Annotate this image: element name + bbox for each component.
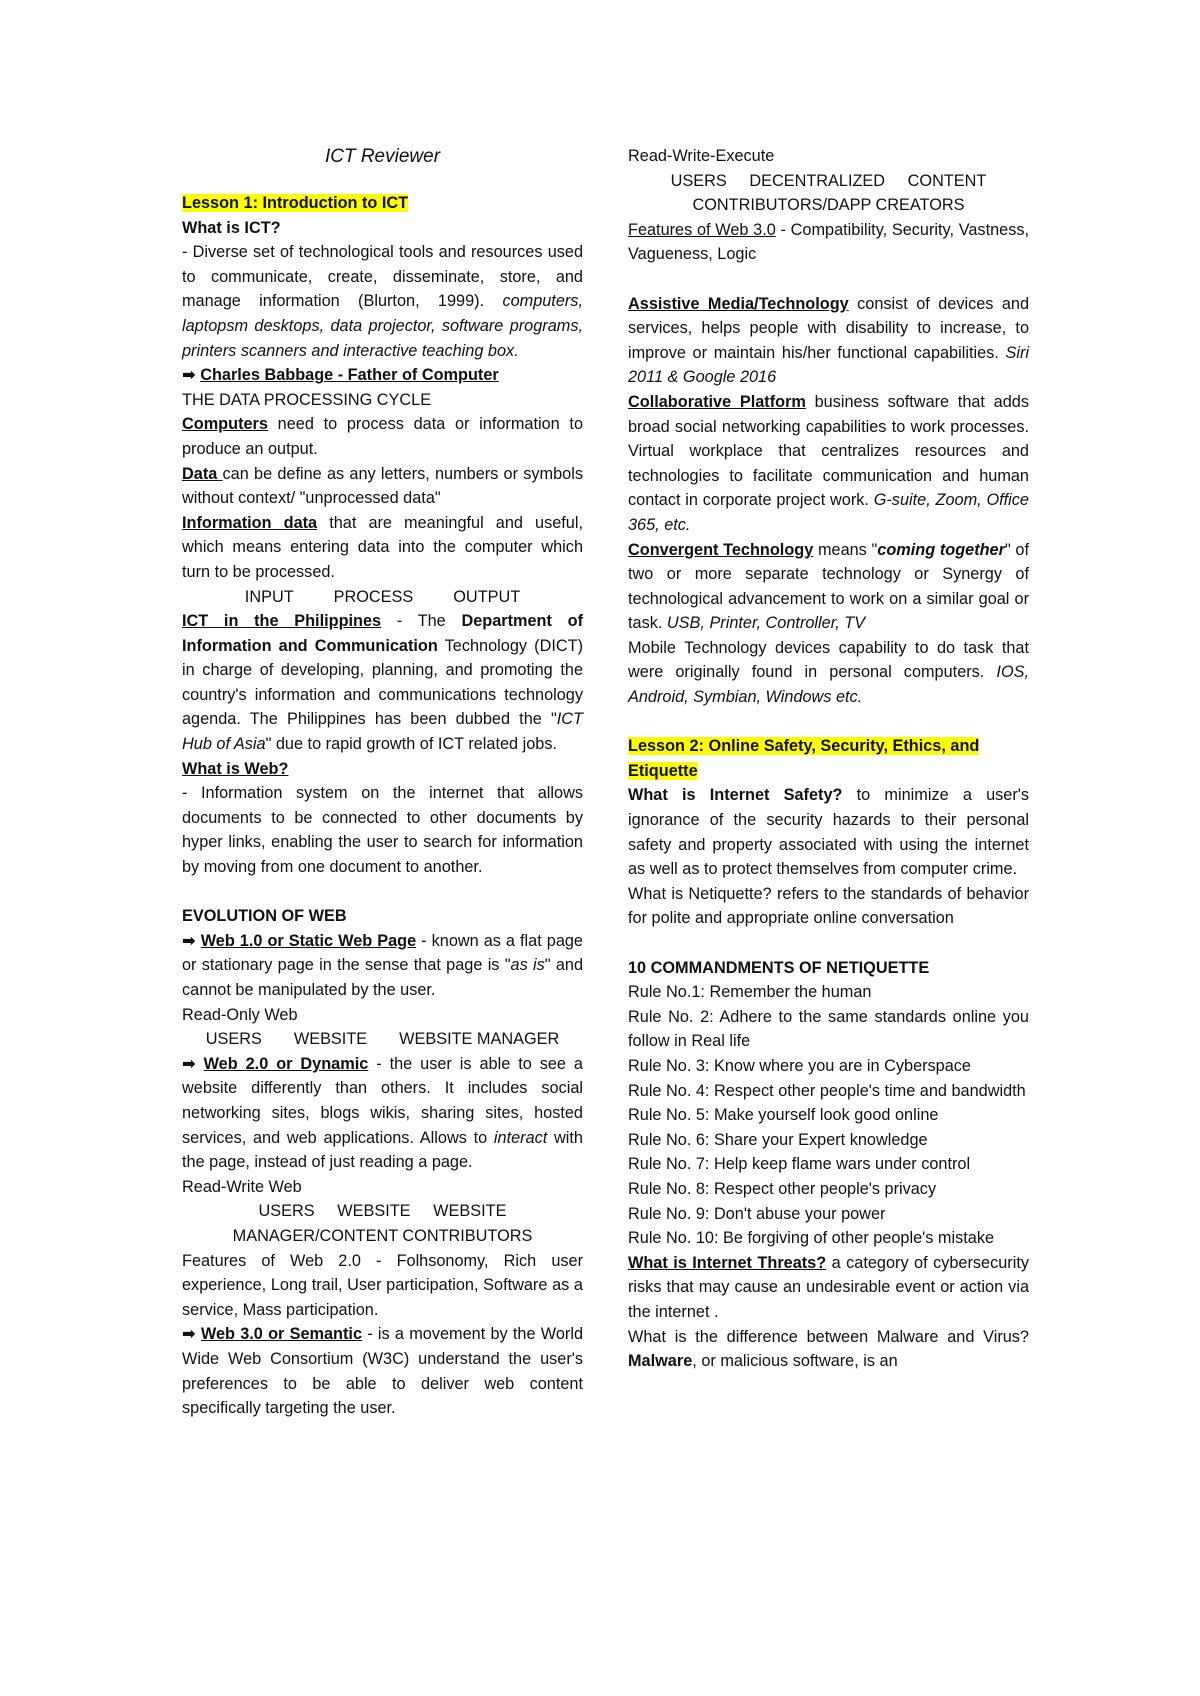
ipo-input: INPUT bbox=[244, 587, 294, 606]
ict-definition: - Diverse set of technological tools and resources used to communicate, create, disseminate, store, and manage information (Blurton, 1999). computers, laptopsm desktops, data projector, software programs, printers scanners and interactive teaching box. bbox=[182, 243, 583, 360]
web1-mode: Read-Only Web bbox=[182, 1005, 298, 1024]
what-is-web-heading: What is Web? bbox=[182, 759, 289, 778]
web2-paragraph: ➡ Web 2.0 or Dynamic - the user is able to see a website differently than others. It includes social networking sites, blogs wikis, sharing sites, hosted services, and web applications. Allows to interact with the page, instead of just reading a page. bbox=[182, 1054, 583, 1172]
web3-features: Features of Web 3.0 - Compatibility, Security, Vastness, Vagueness, Logic bbox=[628, 220, 1030, 264]
lesson1-heading: Lesson 1: Introduction to ICT bbox=[182, 194, 409, 212]
collaborative-paragraph: Collaborative Platform business software that adds broad social networking capabilities to work processes. Virtual workplace that centralizes resources and technologies to facilitate communication and human contact in corporate project work. G-suite, Zoom, Office 365, etc. bbox=[628, 392, 1029, 534]
web2-flow-line2: MANAGER/CONTENT CONTRIBUTORS bbox=[232, 1226, 533, 1245]
internet-threats-paragraph: What is Internet Threats? a category of cybersecurity risks that may cause an undesirable event or action via the internet . bbox=[628, 1253, 1029, 1321]
ipo-process: PROCESS bbox=[333, 587, 414, 606]
rule-item: Rule No. 8: Respect other people's privacy bbox=[628, 1179, 937, 1198]
document-title: ICT Reviewer bbox=[324, 146, 441, 167]
rule-item: Rule No. 10: Be forgiving of other people's mistake bbox=[628, 1229, 995, 1248]
ipo-diagram bbox=[182, 585, 583, 610]
rule-item: Rule No. 6: Share your Expert knowledge bbox=[628, 1130, 928, 1149]
web3-mode: Read-Write-Execute bbox=[628, 147, 775, 165]
rule-item: Rule No. 7: Help keep flame wars under control bbox=[628, 1155, 971, 1174]
right-column bbox=[628, 144, 1029, 1374]
convergent-paragraph: Convergent Technology means "coming together" of two or more separate technology or Synergy of technological advancement to work on a similar goal or task. USB, Printer, Controller, TV bbox=[628, 540, 1029, 633]
netiquette-paragraph: What is Netiquette? refers to the standards of behavior for polite and appropriate online conversation bbox=[628, 884, 1029, 928]
data-definition: Data can be define as any letters, numbers or symbols without context/ "unprocessed data" bbox=[182, 464, 583, 508]
left-column bbox=[182, 145, 583, 1421]
commandments-heading: 10 COMMANDMENTS OF NETIQUETTE bbox=[628, 958, 930, 977]
rule-item: Rule No. 9: Don't abuse your power bbox=[628, 1204, 886, 1223]
malware-paragraph: What is the difference between Malware and Virus? Malware, or malicious software, is an bbox=[628, 1327, 1029, 1371]
rule-item: Rule No. 5: Make yourself look good online bbox=[628, 1106, 939, 1125]
rule-item: Rule No.1: Remember the human bbox=[628, 983, 872, 1002]
arrow-right-icon: ➡ bbox=[182, 1054, 196, 1073]
web2-flow-line1: USERS WEBSITE WEBSITE bbox=[258, 1202, 507, 1221]
data-processing-cycle-heading: THE DATA PROCESSING CYCLE bbox=[182, 390, 432, 409]
arrow-right-icon: ➡ bbox=[182, 931, 196, 950]
arrow-right-icon: ➡ bbox=[182, 1325, 196, 1344]
web3-flow-line2: CONTRIBUTORS/DAPP CREATORS bbox=[692, 196, 965, 215]
rule-item: Rule No. 3: Know where you are in Cyberspace bbox=[628, 1056, 971, 1075]
internet-safety-paragraph: What is Internet Safety? to minimize a user's ignorance of the security hazards to their personal safety and property associated with using the internet as well as to protect themselves from computer crime. bbox=[628, 786, 1029, 879]
assistive-paragraph: Assistive Media/Technology consist of devices and services, helps people with disability to increase, to improve or maintain his/her functional capabilities. Siri 2011 & Google 2016 bbox=[628, 294, 1029, 387]
web2-mode: Read-Write Web bbox=[182, 1177, 302, 1196]
web3-flow-line1: USERS DECENTRALIZED CONTENT bbox=[670, 171, 987, 190]
what-is-ict-heading: What is ICT? bbox=[182, 218, 281, 237]
rule-item: Rule No. 4: Respect other people's time and bandwidth bbox=[628, 1081, 1026, 1100]
mobile-paragraph: Mobile Technology devices capability to do task that were originally found in personal computers. IOS, Android, Symbian, Windows etc. bbox=[628, 638, 1029, 707]
babbage-line: ➡ Charles Babbage - Father of Computer bbox=[182, 366, 499, 385]
ipo-output: OUTPUT bbox=[453, 587, 521, 606]
ict-examples: computers, laptopsm desktops, data projector, software programs, printers scanners and interactive teaching box. bbox=[182, 292, 583, 360]
ict-philippines-paragraph: ICT in the Philippines - The Department of Information and Communication Technology (DICT) in charge of developing, planning, and promoting the country's information and communications technology agenda. The Philippines has been dubbed the "ICT Hub of Asia" due to rapid growth of ICT related jobs. bbox=[182, 612, 583, 754]
information-definition: Information data that are meaningful and useful, which means entering data into the computer which turn to be processed. bbox=[182, 513, 583, 581]
web-definition: - Information system on the internet that allows documents to be connected to other documents by hyper links, enabling the user to search for information by moving from one document to another. bbox=[182, 784, 583, 877]
arrow-right-icon: ➡ bbox=[182, 366, 196, 385]
computers-definition: Computers need to process data or information to produce an output. bbox=[182, 415, 583, 458]
web1-flow: USERS WEBSITE WEBSITE MANAGER bbox=[205, 1030, 560, 1049]
evolution-heading: EVOLUTION OF WEB bbox=[182, 907, 347, 926]
web1-paragraph: ➡ Web 1.0 or Static Web Page - known as a flat page or stationary page in the sense that page is "as is" and cannot be manipulated by the user. bbox=[182, 931, 583, 999]
web2-features: Features of Web 2.0 - Folhsonomy, Rich user experience, Long trail, User participation, Software as a service, Mass participation. bbox=[182, 1251, 583, 1319]
web3-paragraph: ➡ Web 3.0 or Semantic - is a movement by the World Wide Web Consortium (W3C) understand the user's preferences to be able to deliver web content specifically targeting the user. bbox=[182, 1325, 583, 1418]
lesson2-heading: Lesson 2: Online Safety, Security, Ethics, and Etiquette bbox=[628, 737, 980, 780]
rule-item: Rule No. 2: Adhere to the same standards online you follow in Real life bbox=[628, 1007, 1029, 1051]
